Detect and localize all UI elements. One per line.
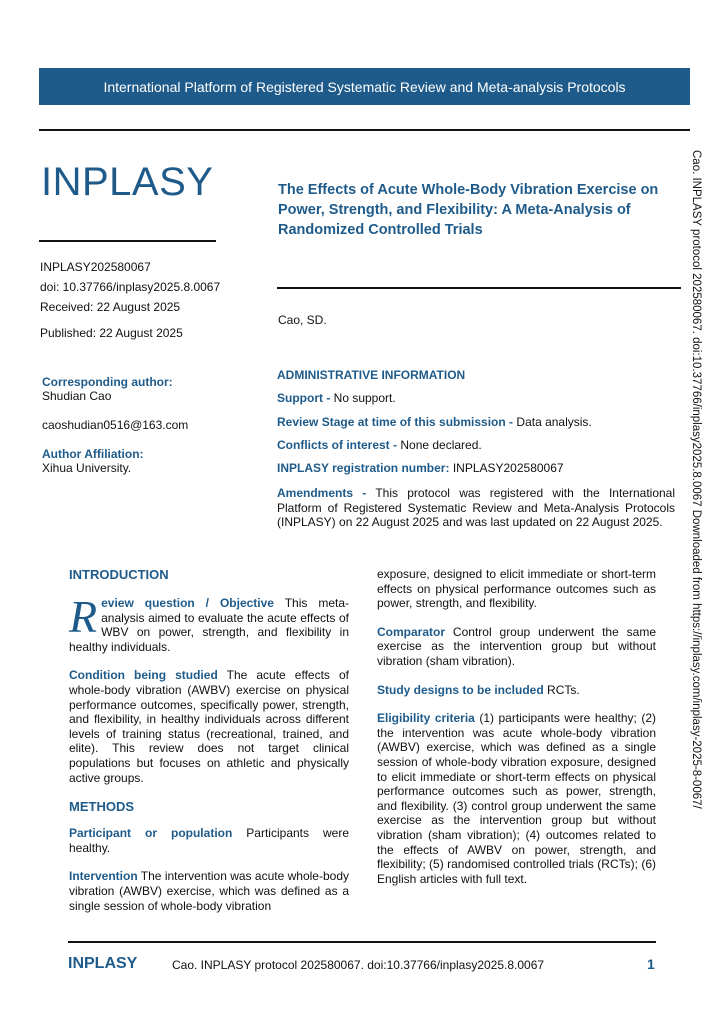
corresponding-author-label: Corresponding author: bbox=[42, 375, 173, 389]
article-title: The Effects of Acute Whole-Body Vibration Exercise on Power, Strength, and Flexibility: A Meta-Analysis of Randomized Controlled Trials bbox=[278, 182, 659, 238]
doi-text: doi: 10.37766/inplasy2025.8.0067 bbox=[40, 280, 221, 294]
amendments-label: Amendments - bbox=[277, 486, 367, 500]
eligibility-label: Eligibility criteria bbox=[377, 711, 475, 726]
corresponding-author-name: Shudian Cao bbox=[42, 389, 112, 403]
affiliation-value: Xihua University. bbox=[42, 461, 132, 475]
methods-heading: METHODS bbox=[69, 799, 134, 815]
author-email: caoshudian0516@163.com bbox=[42, 418, 189, 432]
participant-value: Participants were healthy. bbox=[69, 826, 349, 855]
intervention-value: The intervention was acute whole-body vibration (AWBV) exercise, which was defined as a single session of whole-body vibration bbox=[69, 869, 349, 913]
amendments-line bbox=[277, 486, 675, 530]
title-divider bbox=[277, 287, 681, 289]
support-label: Support - bbox=[277, 391, 331, 405]
registration-label: INPLASY registration number: bbox=[277, 461, 450, 475]
banner-text: International Platform of Registered Systematic Review and Meta-analysis Protocols bbox=[103, 78, 626, 95]
amendments-value: This protocol was registered with the International Platform of Registered Systematic Review and Meta-Analysis Protocols (INPLASY) on 22 August 2025 and was last updated on 22 August 2025. bbox=[277, 486, 675, 529]
right-column bbox=[377, 567, 656, 886]
support-line bbox=[277, 391, 675, 406]
authors: Cao, SD. bbox=[278, 313, 327, 327]
review-question-paragraph bbox=[69, 591, 349, 654]
participant-label: Participant or population bbox=[69, 826, 233, 841]
affiliation-label: Author Affiliation: bbox=[42, 447, 144, 461]
study-design-label: Study designs to be included bbox=[377, 682, 544, 697]
intervention-continued: exposure, designed to elicit immediate or short-term effects on physical performance outcomes such as power, strength, and flexibility. bbox=[377, 567, 656, 611]
eligibility-value: (1) participants were healthy; (2) the intervention was acute whole-body vibration (AWBV) exercise, which was defined as a single session of whole-body vibration exposure, designed to elicit immediate or short-term effects on physical performance outcomes such as power, strength, and flexibility. (3) control group underwent the same exercise as the intervention group but without vibration (sham vibration); (4) outcomes related to the effects of AWBV on power, strength, and flexibility; (5) randomised controlled trials (RCTs); (6) English articles with full text. bbox=[377, 711, 657, 886]
comparator-value: Control group underwent the same exercise as the intervention group but without vibration (sham vibration). bbox=[377, 624, 656, 668]
study-design-value: RCTs. bbox=[543, 682, 580, 697]
stage-line bbox=[277, 415, 675, 430]
dropcap-letter: R bbox=[69, 591, 98, 642]
comparator-paragraph bbox=[377, 625, 656, 669]
eligibility-paragraph bbox=[377, 711, 656, 886]
review-question-label: eview question / Objective bbox=[101, 596, 274, 610]
introduction-heading: INTRODUCTION bbox=[69, 567, 169, 582]
condition-value: The acute effects of whole-body vibration (AWBV) exercise on physical performance outcomes, specifically power, strength, and flexibility, in healthy individuals across different levels of training status (recreational, trained, and elite). This review does not target clinical populations but focuses on athletic and physically active groups. bbox=[69, 668, 349, 785]
study-design-paragraph bbox=[377, 683, 656, 698]
conflicts-value: None declared. bbox=[397, 438, 482, 452]
footer-logo: INPLASY bbox=[68, 955, 138, 972]
footer-citation: Cao. INPLASY protocol 202580067. doi:10.37766/inplasy2025.8.0067 bbox=[172, 958, 545, 972]
intervention-paragraph bbox=[69, 869, 349, 913]
footer-divider bbox=[68, 941, 656, 943]
protocol-id: INPLASY202580067 bbox=[40, 260, 151, 274]
review-question-value: This meta-analysis aimed to evaluate the acute effects of WBV on power, strength, and flexibility in healthy individuals. bbox=[69, 596, 349, 654]
comparator-label: Comparator bbox=[377, 624, 446, 639]
condition-paragraph bbox=[69, 668, 349, 785]
inplasy-logo: INPLASY bbox=[41, 160, 214, 204]
page-number: 1 bbox=[647, 956, 655, 972]
participant-paragraph bbox=[69, 826, 349, 855]
conflicts-label: Conflicts of interest - bbox=[277, 438, 398, 452]
stage-label: Review Stage at time of this submission - bbox=[277, 415, 514, 429]
top-divider bbox=[39, 129, 690, 131]
left-column bbox=[69, 567, 349, 913]
intervention-label: Intervention bbox=[69, 869, 138, 884]
admin-heading: ADMINISTRATIVE INFORMATION bbox=[277, 368, 466, 382]
support-value: No support. bbox=[330, 391, 396, 405]
header-banner bbox=[39, 68, 690, 105]
registration-value: INPLASY202580067 bbox=[449, 461, 564, 475]
side-download-note: Cao. INPLASY protocol 202580067. doi:10.37766/inplasy2025.8.0067 Downloaded from https://inplasy.com/inplasy-2025-8-0067/ bbox=[690, 150, 702, 809]
received-date: Received: 22 August 2025 bbox=[40, 300, 181, 314]
stage-value: Data analysis. bbox=[513, 415, 592, 429]
logo-underline bbox=[39, 240, 216, 242]
registration-line bbox=[277, 461, 675, 476]
conflicts-line bbox=[277, 438, 675, 453]
published-date: Published: 22 August 2025 bbox=[40, 326, 183, 340]
condition-label: Condition being studied bbox=[69, 668, 218, 683]
